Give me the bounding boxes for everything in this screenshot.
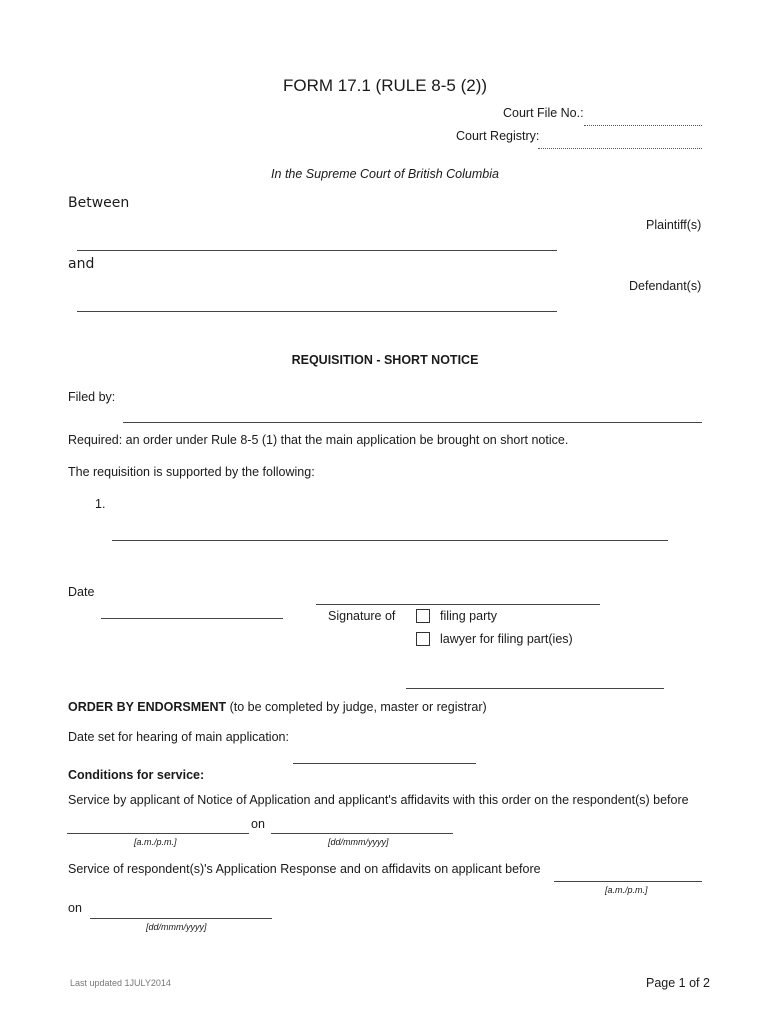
defendant-label: Defendant(s) xyxy=(629,279,702,293)
court-file-label: Court File No.: xyxy=(503,106,584,120)
lawyer-checkbox[interactable] xyxy=(416,632,430,646)
and-label: and xyxy=(68,256,95,272)
caption-date-2: [dd/mmm/yyyy] xyxy=(146,922,207,932)
date-set-label: Date set for hearing of main application: xyxy=(68,730,289,744)
court-file-input[interactable] xyxy=(584,125,702,126)
signature-label: Signature of xyxy=(328,609,396,623)
hearing-date-input[interactable] xyxy=(293,763,476,764)
page-number: Page 1 of 2 xyxy=(646,976,710,990)
endorsement-heading-rest: (to be completed by judge, master or registrar) xyxy=(226,700,487,714)
defendant-input[interactable] xyxy=(77,311,557,312)
respondent-date-input[interactable] xyxy=(90,918,272,919)
court-registry-label: Court Registry: xyxy=(456,129,540,143)
item-number: 1. xyxy=(95,497,106,511)
filing-party-label: filing party xyxy=(440,609,497,623)
support-item-input[interactable] xyxy=(112,540,668,541)
required-text: Required: an order under Rule 8-5 (1) that the main application be brought on short notice. xyxy=(68,433,569,447)
endorsement-heading-bold: ORDER BY ENDORSMENT xyxy=(68,700,227,714)
filing-party-checkbox[interactable] xyxy=(416,609,430,623)
signature-input[interactable] xyxy=(316,604,600,605)
court-name: In the Supreme Court of British Columbia xyxy=(271,167,499,181)
respondent-time-input[interactable] xyxy=(554,881,702,882)
caption-ampm-2: [a.m./p.m.] xyxy=(605,885,648,895)
plaintiff-label: Plaintiff(s) xyxy=(646,218,702,232)
supported-text: The requisition is supported by the following: xyxy=(68,465,315,479)
endorsement-signature-input[interactable] xyxy=(406,688,664,689)
applicant-time-input[interactable] xyxy=(67,833,249,834)
filed-by-label: Filed by: xyxy=(68,390,116,404)
date-label: Date xyxy=(68,585,95,599)
on-label-2: on xyxy=(68,901,82,915)
lawyer-label: lawyer for filing part(ies) xyxy=(440,632,573,646)
between-label: Between xyxy=(68,195,130,211)
form-title: FORM 17.1 (RULE 8-5 (2)) xyxy=(282,76,488,95)
requisition-title: REQUISITION - SHORT NOTICE xyxy=(291,353,479,367)
caption-ampm-1: [a.m./p.m.] xyxy=(134,837,177,847)
filed-by-input[interactable] xyxy=(123,422,702,423)
court-registry-input[interactable] xyxy=(538,148,702,149)
service-respondent-text: Service of respondent(s)'s Application Response and on affidavits on applicant before xyxy=(68,862,541,876)
service-applicant-text: Service by applicant of Notice of Application and applicant's affidavits with this order on the respondent(s) before xyxy=(68,793,689,807)
endorsement-heading xyxy=(68,700,487,714)
plaintiff-input[interactable] xyxy=(77,250,557,251)
caption-date-1: [dd/mmm/yyyy] xyxy=(328,837,389,847)
on-label-1: on xyxy=(251,817,265,831)
date-input[interactable] xyxy=(101,618,283,619)
conditions-heading: Conditions for service: xyxy=(68,768,205,782)
last-updated: Last updated 1JULY2014 xyxy=(70,978,171,988)
applicant-date-input[interactable] xyxy=(271,833,453,834)
